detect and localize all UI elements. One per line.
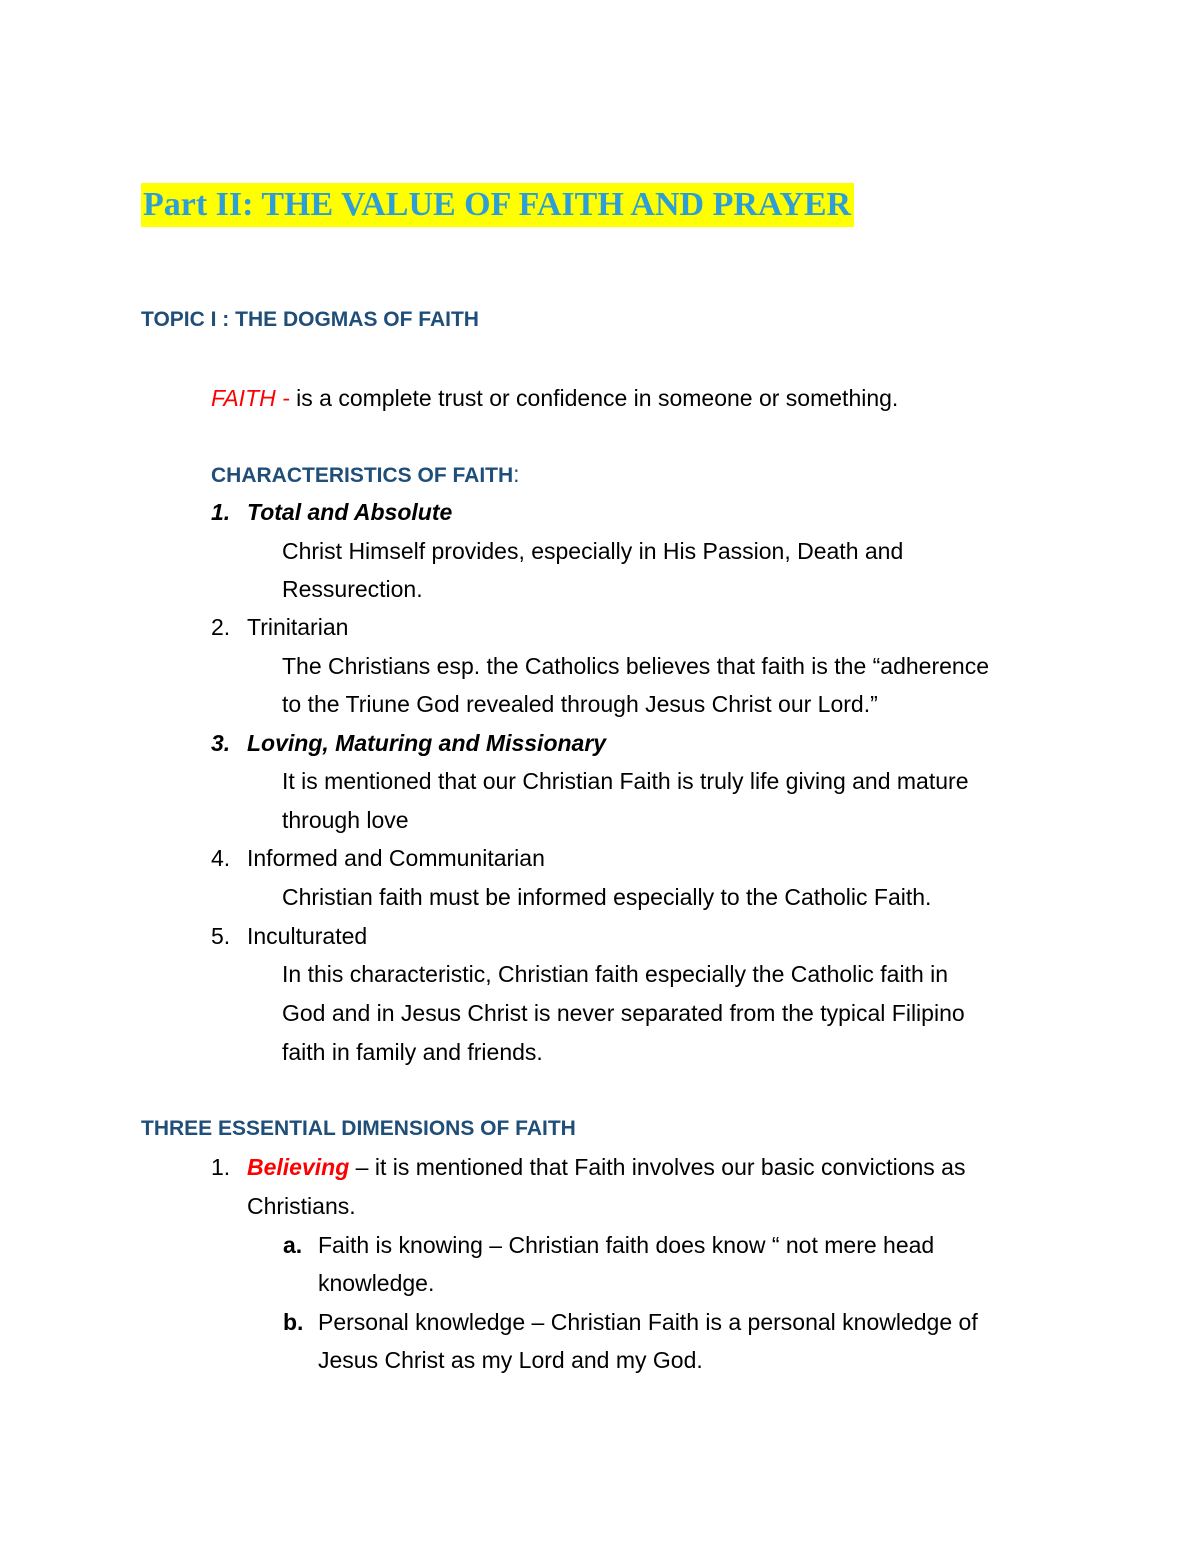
dimensions-heading: THREE ESSENTIAL DIMENSIONS OF FAITH [141,1117,576,1140]
dimension-text: – it is mentioned that Faith involves our basic convictions as [349,1154,966,1180]
dimension-term: Believing [247,1154,350,1180]
list-item-label: Inculturated [247,923,368,949]
list-item-text: through love [282,807,409,833]
faith-definition [211,383,898,413]
list-item-text: faith in family and friends. [282,1039,543,1065]
page-title: Part II: THE VALUE OF FAITH AND PRAYER [141,183,854,227]
definition-text: is a complete trust or confidence in someone or something. [296,385,899,411]
sub-item-text: Faith is knowing – Christian faith does know “ not mere head [318,1232,935,1258]
characteristics-heading [211,459,520,491]
list-item-number: 1. [211,1154,231,1180]
list-item-text: Ressurection. [282,576,423,602]
sub-item-text: Jesus Christ as my Lord and my God. [318,1347,703,1373]
definition-term: FAITH - [211,385,297,411]
topic-heading: TOPIC I : THE DOGMAS OF FAITH [141,308,479,331]
dimension-item [247,1152,965,1182]
list-item-text: to the Triune God revealed through Jesus Christ our Lord.” [282,691,878,717]
list-item-text: Christ Himself provides, especially in His Passion, Death and [282,538,904,564]
list-item-text: God and in Jesus Christ is never separated from the typical Filipino [282,1000,965,1026]
list-item-label: Loving, Maturing and Missionary [247,730,607,756]
list-item-text: In this characteristic, Christian faith especially the Catholic faith in [282,961,949,987]
list-item-number: 4. [211,845,231,871]
list-item-number: 2. [211,614,231,640]
sub-item-letter: b. [283,1309,304,1335]
list-item-number: 1. [211,499,231,525]
list-item-number: 5. [211,923,231,949]
characteristics-heading-text: CHARACTERISTICS OF FAITH [211,464,514,487]
list-item-label: Trinitarian [247,614,349,640]
characteristics-heading-colon: : [513,461,520,487]
sub-item-text: Personal knowledge – Christian Faith is a personal knowledge of [318,1309,978,1335]
list-item-text: Christian faith must be informed especially to the Catholic Faith. [282,884,932,910]
dimension-text: Christians. [247,1193,356,1219]
list-item-text: The Christians esp. the Catholics believes that faith is the “adherence [282,653,989,679]
sub-item-text: knowledge. [318,1270,435,1296]
list-item-number: 3. [211,730,231,756]
list-item-label: Informed and Communitarian [247,845,545,871]
list-item-text: It is mentioned that our Christian Faith is truly life giving and mature [282,768,969,794]
list-item-label: Total and Absolute [247,499,453,525]
sub-item-letter: a. [283,1232,303,1258]
